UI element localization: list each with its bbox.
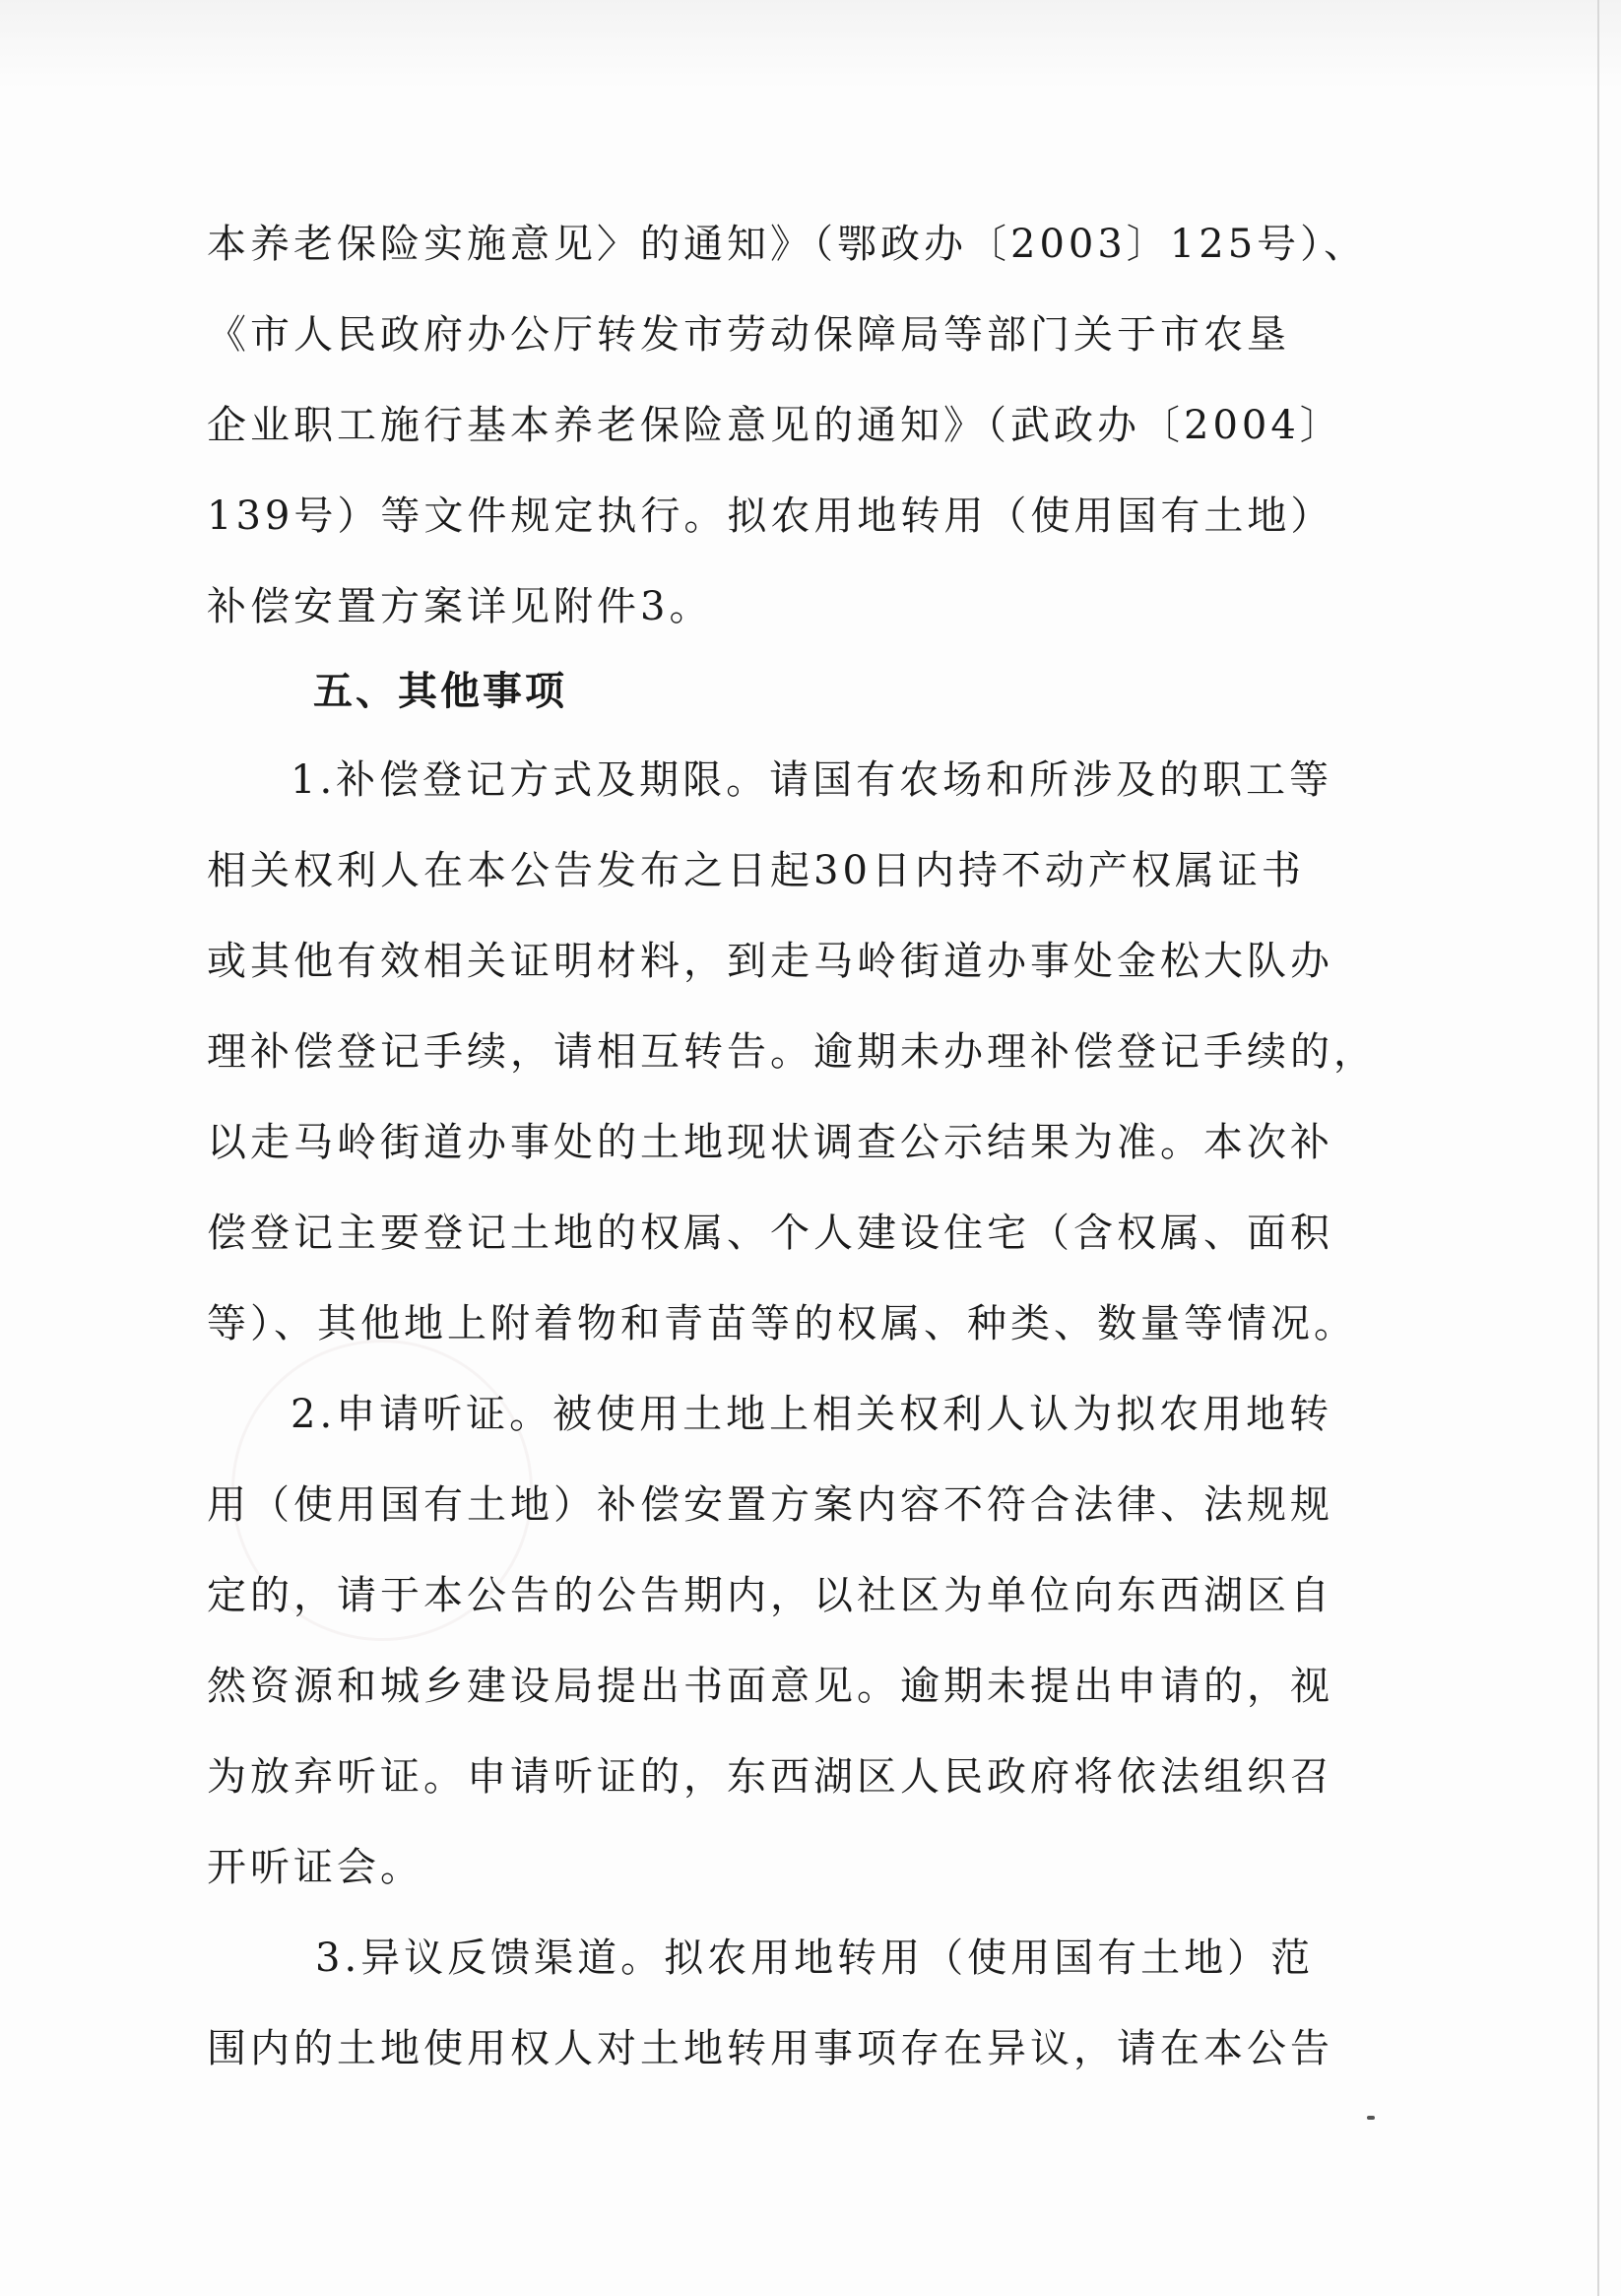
body-line-12: 偿登记主要登记土地的权属、个人建设住宅（含权属、面积 <box>207 1211 1333 1256</box>
body-line-20: 3.异议反馈渠道。拟农用地转用（使用国有土地）范 <box>315 1935 1315 1981</box>
scan-dot-mark <box>1367 2116 1375 2120</box>
body-line-21: 围内的土地使用权人对土地转用事项存在异议，请在本公告 <box>207 2026 1333 2071</box>
section-heading-other-matters: 五、其他事项 <box>313 669 567 714</box>
body-line-16: 定的，请于本公告的公告期内，以社区为单位向东西湖区自 <box>207 1573 1333 1618</box>
body-line-3: 企业职工施行基本养老保险意见的通知》（武政办〔2004〕 <box>207 403 1343 448</box>
body-line-2: 《市人民政府办公厅转发市劳动保障局等部门关于市农垦 <box>207 312 1290 358</box>
body-line-8: 相关权利人在本公告发布之日起30日内持不动产权属证书 <box>207 848 1305 893</box>
body-line-14: 2.申请听证。被使用土地上相关权利人认为拟农用地转 <box>291 1392 1333 1437</box>
body-line-11: 以走马岭街道办事处的土地现状调查公示结果为准。本次补 <box>207 1120 1333 1165</box>
body-line-15: 用（使用国有土地）补偿安置方案内容不符合法律、法规规 <box>207 1482 1333 1528</box>
body-line-10: 理补偿登记手续，请相互转告。逾期未办理补偿登记手续的， <box>207 1029 1377 1075</box>
body-line-19: 开听证会。 <box>207 1845 423 1890</box>
scan-shadow <box>0 0 1621 89</box>
body-line-18: 为放弃听证。申请听证的，东西湖区人民政府将依法组织召 <box>207 1754 1333 1800</box>
body-line-17: 然资源和城乡建设局提出书面意见。逾期未提出申请的，视 <box>207 1664 1333 1709</box>
body-line-13: 等）、其他地上附着物和青苗等的权属、种类、数量等情况。 <box>207 1301 1357 1346</box>
body-line-5: 补偿安置方案详见附件3。 <box>207 584 713 629</box>
body-line-7: 1.补偿登记方式及期限。请国有农场和所涉及的职工等 <box>291 757 1333 803</box>
body-line-1: 本养老保险实施意见〉的通知》（鄂政办〔2003〕125号）、 <box>207 222 1368 267</box>
scan-edge-line <box>1597 0 1599 2296</box>
body-line-4: 139号）等文件规定执行。拟农用地转用（使用国有土地） <box>207 493 1334 539</box>
body-line-9: 或其他有效相关证明材料，到走马岭街道办事处金松大队办 <box>207 939 1333 984</box>
